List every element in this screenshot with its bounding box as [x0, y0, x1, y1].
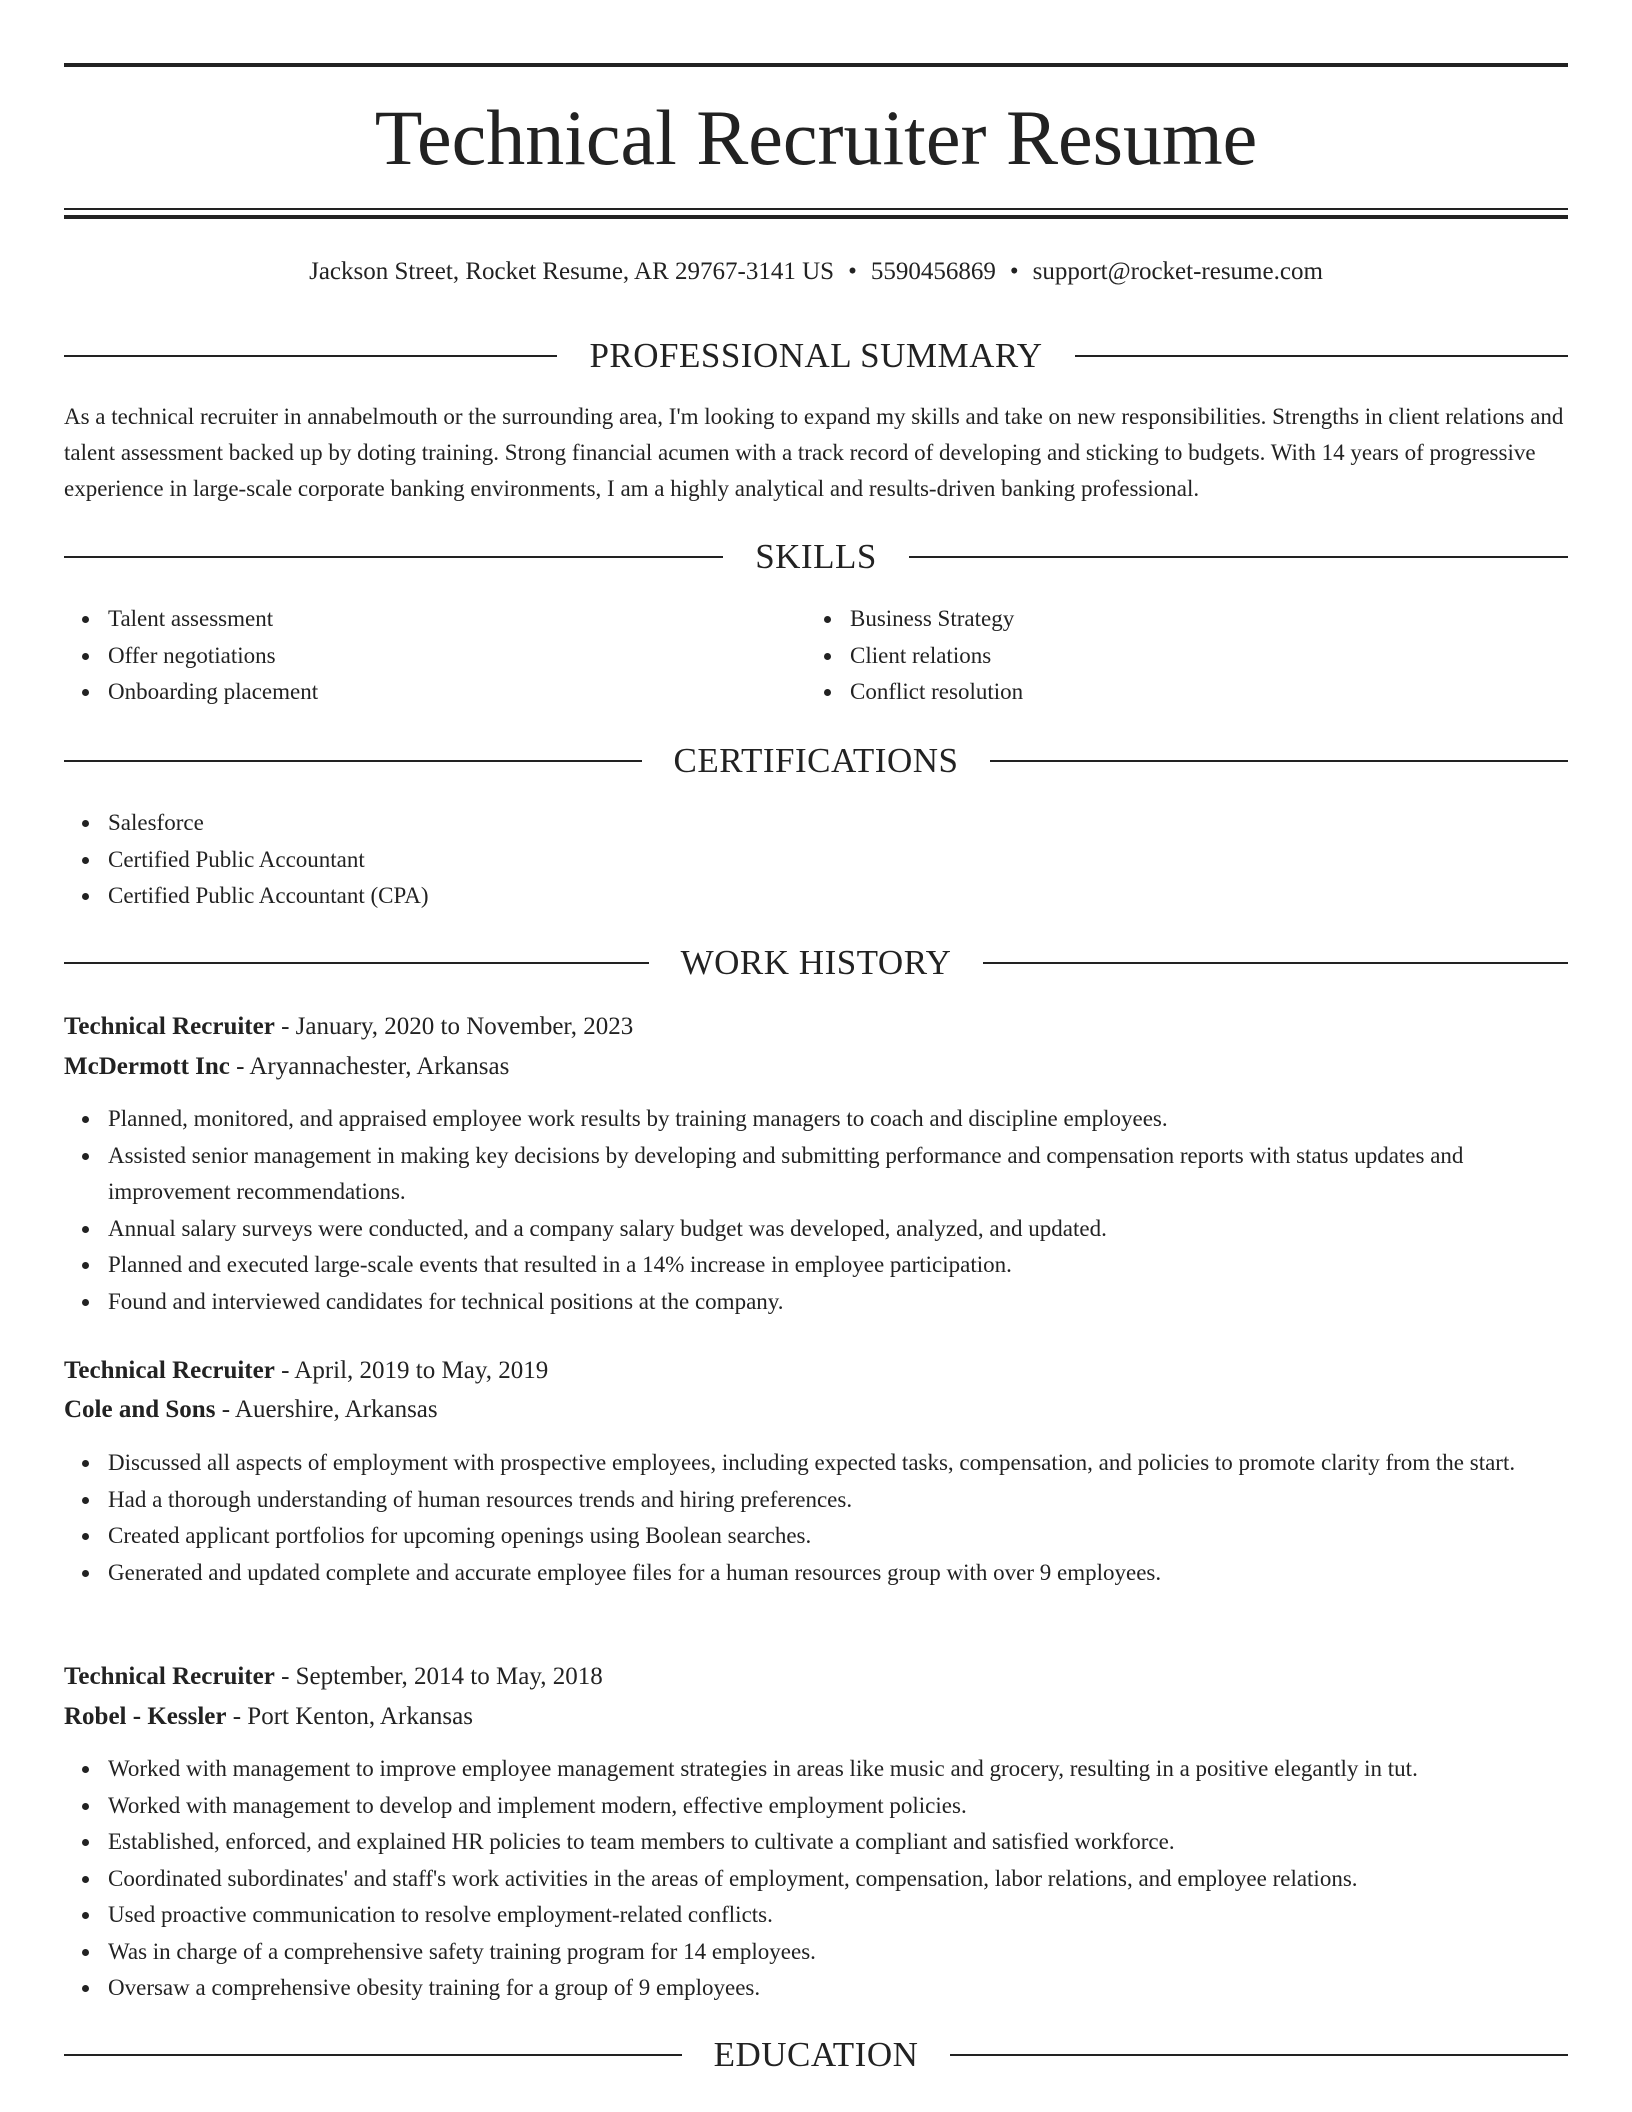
section-rule-left: [64, 2054, 682, 2056]
job-dates: - September, 2014 to May, 2018: [274, 1663, 603, 1690]
section-rule-left: [64, 962, 649, 964]
job-dates: - January, 2020 to November, 2023: [274, 1013, 634, 1040]
job-company: Robel - Kessler: [64, 1703, 227, 1730]
section-rule-left: [64, 760, 642, 762]
section-title: EDUCATION: [713, 2035, 919, 2074]
list-item: Offer negotiations: [108, 638, 808, 675]
job-bullets: [64, 1751, 1588, 2007]
section-rule-left: [64, 556, 723, 558]
section-rule-right: [1075, 355, 1568, 357]
section-rule-left: [64, 355, 557, 357]
section-header-skills: [64, 535, 1568, 579]
list-item: Client relations: [850, 638, 1550, 675]
list-item: Found and interviewed candidates for technical positions at the company.: [108, 1284, 1568, 1321]
section-rule-right: [909, 556, 1568, 558]
job-role: Technical Recruiter: [64, 1357, 275, 1384]
section-title: PROFESSIONAL SUMMARY: [589, 336, 1043, 375]
list-item: Had a thorough understanding of human resources trends and hiring preferences.: [108, 1482, 1568, 1519]
section-header-work-history: [64, 941, 1568, 985]
list-item: Worked with management to improve employee management strategies in areas like music and grocery, resulting in a positive elegantly in tut.: [108, 1751, 1588, 1788]
list-item: Salesforce: [108, 805, 1508, 842]
contact-separator: •: [1009, 258, 1019, 285]
contact-address: Jackson Street, Rocket Resume, AR 29767-3141 US: [309, 258, 835, 285]
certifications-list: [64, 805, 1508, 915]
section-title: SKILLS: [755, 537, 877, 576]
contact-separator: •: [848, 258, 857, 285]
list-item: Talent assessment: [108, 601, 808, 638]
job-location: - Aryannachester, Arkansas: [229, 1053, 510, 1080]
list-item: Created applicant portfolios for upcoming openings using Boolean searches.: [108, 1518, 1568, 1555]
job-title-line: [64, 1008, 633, 1046]
list-item: Business Strategy: [850, 601, 1550, 638]
section-header-summary: [64, 334, 1568, 378]
job-role: Technical Recruiter: [64, 1013, 275, 1040]
top-rule: [64, 63, 1568, 67]
job-company-line: [64, 1048, 509, 1086]
skills-list-left: [64, 601, 808, 711]
list-item: Was in charge of a comprehensive safety training program for 14 employees.: [108, 1934, 1588, 1971]
list-item: Planned, monitored, and appraised employee work results by training managers to coach and discipline employees.: [108, 1101, 1568, 1138]
job-location: - Auershire, Arkansas: [215, 1396, 438, 1423]
list-item: Generated and updated complete and accurate employee files for a human resources group with over 9 employees.: [108, 1555, 1568, 1592]
list-item: Planned and executed large-scale events that resulted in a 14% increase in employee participation.: [108, 1247, 1568, 1284]
contact-email: support@rocket-resume.com: [1032, 258, 1323, 285]
list-item: Coordinated subordinates' and staff's work activities in the areas of employment, compensation, labor relations, and employee relations.: [108, 1861, 1588, 1898]
title-rule-thin: [64, 208, 1568, 210]
job-company-line: [64, 1391, 438, 1429]
job-location: - Port Kenton, Arkansas: [226, 1703, 473, 1730]
contact-line: [64, 254, 1568, 290]
list-item: Established, enforced, and explained HR policies to team members to cultivate a compliant and satisfied workforce.: [108, 1824, 1588, 1861]
list-item: Discussed all aspects of employment with prospective employees, including expected tasks, compensation, and policies to promote clarity from the start.: [108, 1445, 1568, 1482]
section-title: CERTIFICATIONS: [673, 741, 959, 780]
list-item: Certified Public Accountant: [108, 842, 1508, 879]
section-rule-right: [950, 2054, 1568, 2056]
list-item: Annual salary surveys were conducted, and a company salary budget was developed, analyzed, and updated.: [108, 1211, 1568, 1248]
summary-text: As a technical recruiter in annabelmouth or the surrounding area, I'm looking to expand my skills and take on new responsibilities. Strengths in client relations and talent assessment backed up by doting training. Strong financial acumen with a track record of developing and sticking to budgets. With 14 years of progressive experience in large-scale corporate banking environments, I am a highly analytical and results-driven banking professional.: [64, 404, 1564, 501]
job-role: Technical Recruiter: [64, 1663, 275, 1690]
list-item: Worked with management to develop and implement modern, effective employment policies.: [108, 1788, 1588, 1825]
section-header-certifications: [64, 739, 1568, 783]
section-header-education: [64, 2033, 1568, 2077]
list-item: Used proactive communication to resolve employment-related conflicts.: [108, 1897, 1588, 1934]
job-bullets: [64, 1101, 1568, 1320]
contact-phone: 5590456869: [870, 258, 996, 285]
page-title: Technical Recruiter Resume: [374, 94, 1258, 181]
skills-list-right: [806, 601, 1550, 711]
job-bullets: [64, 1445, 1568, 1591]
job-title-line: [64, 1352, 548, 1390]
list-item: Onboarding placement: [108, 674, 808, 711]
list-item: Assisted senior management in making key decisions by developing and submitting performance and compensation reports with status updates and improvement recommendations.: [108, 1138, 1568, 1211]
job-company-line: [64, 1698, 473, 1736]
list-item: Certified Public Accountant (CPA): [108, 878, 1508, 915]
title-rule-thick: [64, 215, 1568, 219]
section-rule-right: [983, 962, 1568, 964]
section-title: WORK HISTORY: [680, 943, 952, 982]
job-dates: - April, 2019 to May, 2019: [274, 1357, 549, 1384]
list-item: Conflict resolution: [850, 674, 1550, 711]
list-item: Oversaw a comprehensive obesity training for a group of 9 employees.: [108, 1970, 1588, 2007]
job-title-line: [64, 1658, 603, 1696]
job-company: McDermott Inc: [64, 1053, 230, 1080]
job-company: Cole and Sons: [64, 1396, 216, 1423]
section-rule-right: [990, 760, 1568, 762]
